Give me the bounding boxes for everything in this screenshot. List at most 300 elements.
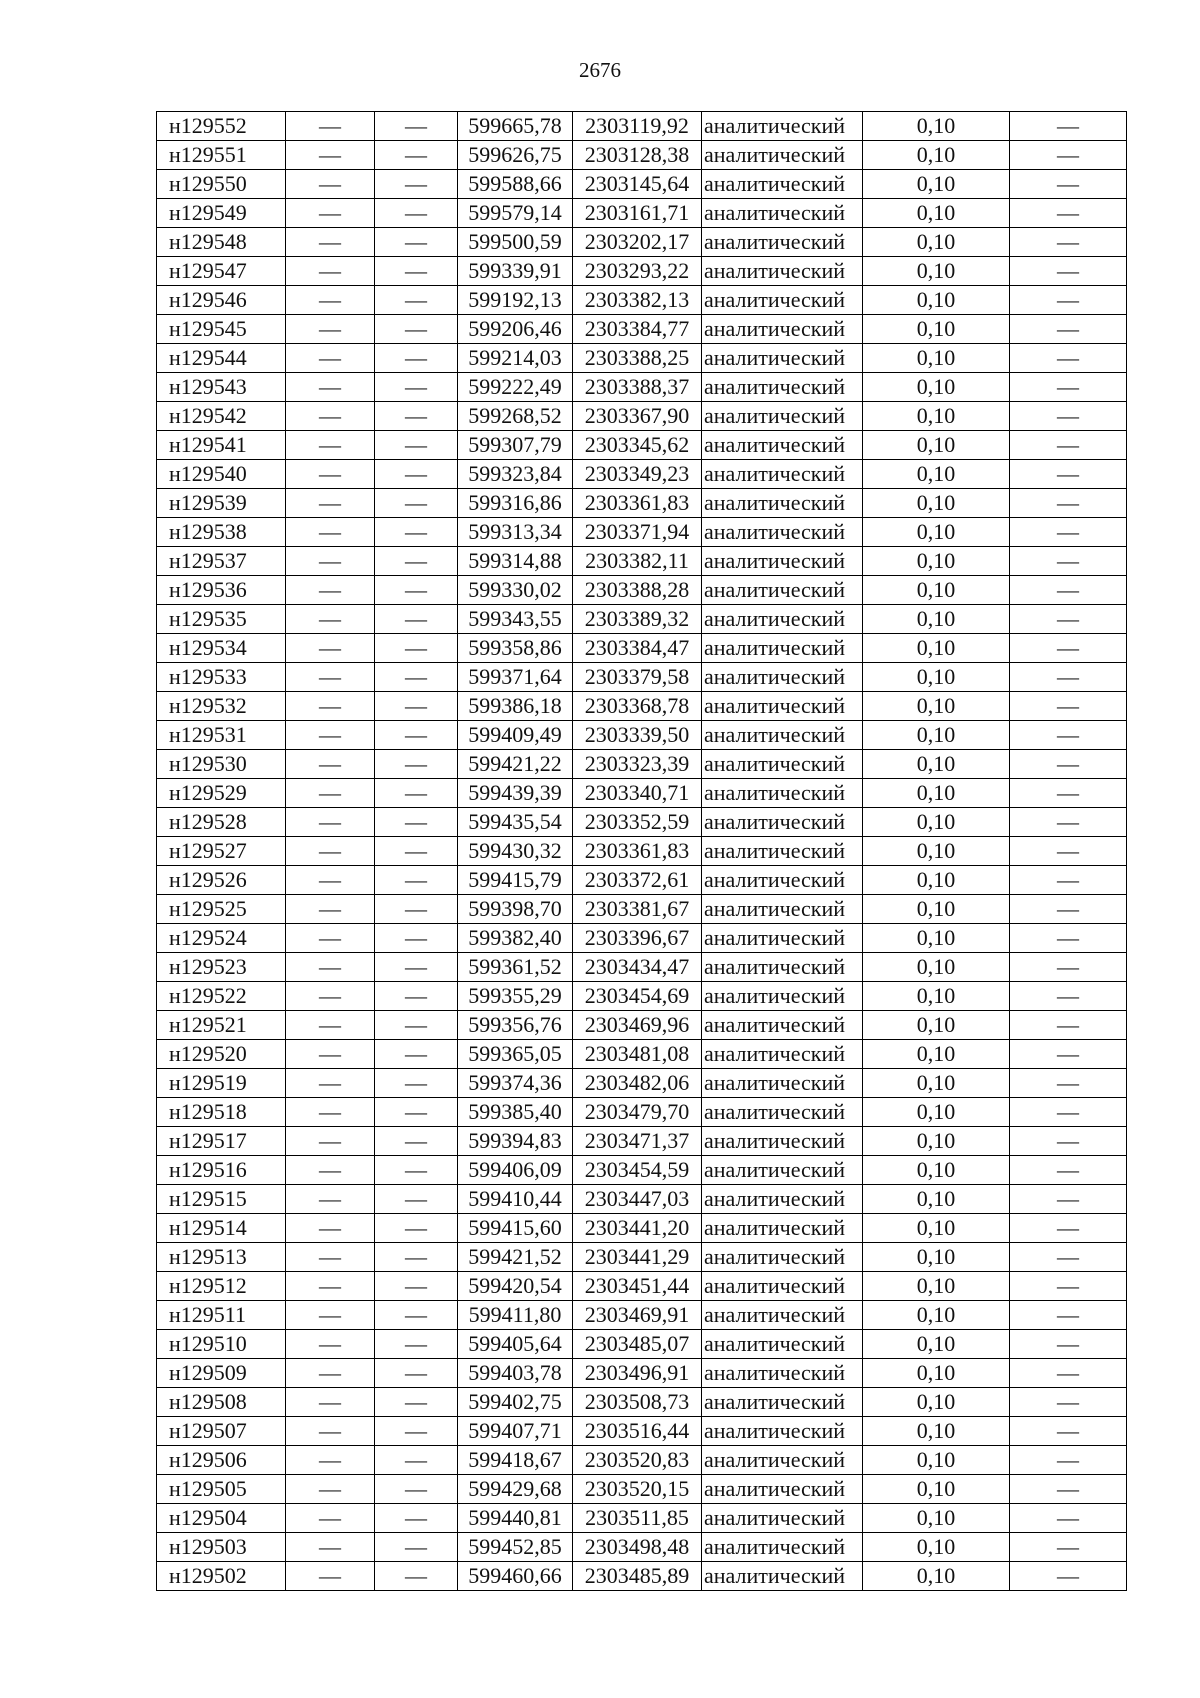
method-cell: аналитический [702,1214,863,1243]
y-coordinate-cell: 2303202,17 [573,228,702,257]
y-coordinate-cell: 2303352,59 [573,808,702,837]
y-coordinate-cell: 2303454,69 [573,982,702,1011]
dash-cell: — [375,576,458,605]
dash-cell: — [375,982,458,1011]
y-coordinate-cell: 2303379,58 [573,663,702,692]
method-cell: аналитический [702,576,863,605]
table-row [157,286,1127,315]
table-row [157,460,1127,489]
dash-cell: — [286,1011,375,1040]
accuracy-cell: 0,10 [863,257,1010,286]
dash-cell: — [375,1388,458,1417]
point-name-cell: н129547 [157,257,286,286]
dash-cell: — [375,663,458,692]
dash-cell: — [375,1533,458,1562]
dash-cell: — [1010,1098,1127,1127]
dash-cell: — [375,286,458,315]
dash-cell: — [375,1185,458,1214]
dash-cell: — [286,373,375,402]
method-cell: аналитический [702,692,863,721]
x-coordinate-cell: 599343,55 [458,605,573,634]
dash-cell: — [286,1330,375,1359]
accuracy-cell: 0,10 [863,1301,1010,1330]
table-row [157,953,1127,982]
dash-cell: — [286,663,375,692]
x-coordinate-cell: 599398,70 [458,895,573,924]
x-coordinate-cell: 599365,05 [458,1040,573,1069]
point-name-cell: н129530 [157,750,286,779]
point-name-cell: н129523 [157,953,286,982]
table-row [157,982,1127,1011]
accuracy-cell: 0,10 [863,1098,1010,1127]
x-coordinate-cell: 599374,36 [458,1069,573,1098]
dash-cell: — [375,750,458,779]
dash-cell: — [1010,924,1127,953]
point-name-cell: н129506 [157,1446,286,1475]
dash-cell: — [375,518,458,547]
point-name-cell: н129544 [157,344,286,373]
method-cell: аналитический [702,1359,863,1388]
method-cell: аналитический [702,1272,863,1301]
method-cell: аналитический [702,141,863,170]
point-name-cell: н129531 [157,721,286,750]
x-coordinate-cell: 599386,18 [458,692,573,721]
y-coordinate-cell: 2303454,59 [573,1156,702,1185]
dash-cell: — [1010,170,1127,199]
accuracy-cell: 0,10 [863,228,1010,257]
dash-cell: — [1010,1533,1127,1562]
y-coordinate-cell: 2303451,44 [573,1272,702,1301]
dash-cell: — [375,808,458,837]
dash-cell: — [1010,808,1127,837]
x-coordinate-cell: 599385,40 [458,1098,573,1127]
accuracy-cell: 0,10 [863,721,1010,750]
dash-cell: — [286,112,375,141]
accuracy-cell: 0,10 [863,170,1010,199]
method-cell: аналитический [702,953,863,982]
y-coordinate-cell: 2303389,32 [573,605,702,634]
dash-cell: — [286,634,375,663]
dash-cell: — [1010,460,1127,489]
dash-cell: — [375,315,458,344]
y-coordinate-cell: 2303339,50 [573,721,702,750]
y-coordinate-cell: 2303511,85 [573,1504,702,1533]
point-name-cell: н129535 [157,605,286,634]
dash-cell: — [375,1214,458,1243]
x-coordinate-cell: 599358,86 [458,634,573,663]
dash-cell: — [375,1475,458,1504]
y-coordinate-cell: 2303485,07 [573,1330,702,1359]
x-coordinate-cell: 599382,40 [458,924,573,953]
dash-cell: — [286,1417,375,1446]
y-coordinate-cell: 2303323,39 [573,750,702,779]
dash-cell: — [286,866,375,895]
dash-cell: — [1010,257,1127,286]
dash-cell: — [375,837,458,866]
dash-cell: — [375,1127,458,1156]
method-cell: аналитический [702,489,863,518]
y-coordinate-cell: 2303508,73 [573,1388,702,1417]
point-name-cell: н129545 [157,315,286,344]
table-row [157,895,1127,924]
table-row [157,1388,1127,1417]
accuracy-cell: 0,10 [863,1069,1010,1098]
y-coordinate-cell: 2303469,91 [573,1301,702,1330]
y-coordinate-cell: 2303371,94 [573,518,702,547]
point-name-cell: н129503 [157,1533,286,1562]
point-name-cell: н129527 [157,837,286,866]
method-cell: аналитический [702,837,863,866]
method-cell: аналитический [702,1069,863,1098]
dash-cell: — [286,489,375,518]
x-coordinate-cell: 599355,29 [458,982,573,1011]
accuracy-cell: 0,10 [863,1504,1010,1533]
accuracy-cell: 0,10 [863,1562,1010,1591]
dash-cell: — [286,431,375,460]
table-row [157,373,1127,402]
x-coordinate-cell: 599500,59 [458,228,573,257]
table-row [157,1156,1127,1185]
y-coordinate-cell: 2303498,48 [573,1533,702,1562]
method-cell: аналитический [702,1040,863,1069]
method-cell: аналитический [702,518,863,547]
dash-cell: — [375,605,458,634]
x-coordinate-cell: 599407,71 [458,1417,573,1446]
x-coordinate-cell: 599588,66 [458,170,573,199]
dash-cell: — [286,1475,375,1504]
x-coordinate-cell: 599394,83 [458,1127,573,1156]
dash-cell: — [286,1040,375,1069]
accuracy-cell: 0,10 [863,402,1010,431]
dash-cell: — [1010,1040,1127,1069]
method-cell: аналитический [702,402,863,431]
point-name-cell: н129550 [157,170,286,199]
table-row [157,1330,1127,1359]
dash-cell: — [1010,112,1127,141]
point-name-cell: н129539 [157,489,286,518]
y-coordinate-cell: 2303434,47 [573,953,702,982]
dash-cell: — [375,866,458,895]
accuracy-cell: 0,10 [863,1243,1010,1272]
method-cell: аналитический [702,112,863,141]
accuracy-cell: 0,10 [863,634,1010,663]
y-coordinate-cell: 2303367,90 [573,402,702,431]
accuracy-cell: 0,10 [863,1446,1010,1475]
accuracy-cell: 0,10 [863,837,1010,866]
table-row [157,1475,1127,1504]
x-coordinate-cell: 599421,22 [458,750,573,779]
accuracy-cell: 0,10 [863,518,1010,547]
method-cell: аналитический [702,315,863,344]
method-cell: аналитический [702,808,863,837]
method-cell: аналитический [702,750,863,779]
accuracy-cell: 0,10 [863,112,1010,141]
y-coordinate-cell: 2303388,25 [573,344,702,373]
x-coordinate-cell: 599411,80 [458,1301,573,1330]
point-name-cell: н129511 [157,1301,286,1330]
x-coordinate-cell: 599579,14 [458,199,573,228]
dash-cell: — [286,286,375,315]
x-coordinate-cell: 599626,75 [458,141,573,170]
table-row [157,663,1127,692]
dash-cell: — [286,605,375,634]
dash-cell: — [286,1069,375,1098]
dash-cell: — [286,460,375,489]
y-coordinate-cell: 2303128,38 [573,141,702,170]
dash-cell: — [1010,1156,1127,1185]
dash-cell: — [286,257,375,286]
method-cell: аналитический [702,199,863,228]
accuracy-cell: 0,10 [863,779,1010,808]
table-row [157,721,1127,750]
table-row [157,1243,1127,1272]
point-name-cell: н129522 [157,982,286,1011]
table-row [157,1069,1127,1098]
x-coordinate-cell: 599415,60 [458,1214,573,1243]
table-row [157,1127,1127,1156]
table-row [157,547,1127,576]
y-coordinate-cell: 2303447,03 [573,1185,702,1214]
method-cell: аналитический [702,982,863,1011]
table-row [157,141,1127,170]
accuracy-cell: 0,10 [863,924,1010,953]
dash-cell: — [1010,547,1127,576]
x-coordinate-cell: 599406,09 [458,1156,573,1185]
dash-cell: — [1010,1011,1127,1040]
y-coordinate-cell: 2303382,13 [573,286,702,315]
accuracy-cell: 0,10 [863,286,1010,315]
dash-cell: — [1010,344,1127,373]
accuracy-cell: 0,10 [863,199,1010,228]
dash-cell: — [375,1156,458,1185]
dash-cell: — [375,895,458,924]
x-coordinate-cell: 599421,52 [458,1243,573,1272]
point-name-cell: н129516 [157,1156,286,1185]
dash-cell: — [375,1330,458,1359]
point-name-cell: н129549 [157,199,286,228]
table-row [157,1504,1127,1533]
x-coordinate-cell: 599371,64 [458,663,573,692]
accuracy-cell: 0,10 [863,750,1010,779]
method-cell: аналитический [702,1533,863,1562]
method-cell: аналитический [702,1098,863,1127]
dash-cell: — [1010,1330,1127,1359]
x-coordinate-cell: 599410,44 [458,1185,573,1214]
point-name-cell: н129518 [157,1098,286,1127]
point-name-cell: н129528 [157,808,286,837]
dash-cell: — [286,1504,375,1533]
dash-cell: — [375,634,458,663]
dash-cell: — [286,1214,375,1243]
table-row [157,257,1127,286]
dash-cell: — [286,199,375,228]
accuracy-cell: 0,10 [863,576,1010,605]
dash-cell: — [1010,315,1127,344]
table-row [157,518,1127,547]
accuracy-cell: 0,10 [863,1127,1010,1156]
table-row [157,199,1127,228]
dash-cell: — [1010,199,1127,228]
dash-cell: — [286,1388,375,1417]
dash-cell: — [286,141,375,170]
dash-cell: — [286,344,375,373]
y-coordinate-cell: 2303384,77 [573,315,702,344]
table-row [157,489,1127,518]
y-coordinate-cell: 2303145,64 [573,170,702,199]
dash-cell: — [1010,663,1127,692]
dash-cell: — [1010,1214,1127,1243]
point-name-cell: н129512 [157,1272,286,1301]
y-coordinate-cell: 2303381,67 [573,895,702,924]
accuracy-cell: 0,10 [863,605,1010,634]
dash-cell: — [286,1127,375,1156]
x-coordinate-cell: 599356,76 [458,1011,573,1040]
method-cell: аналитический [702,1446,863,1475]
method-cell: аналитический [702,895,863,924]
dash-cell: — [286,1301,375,1330]
y-coordinate-cell: 2303384,47 [573,634,702,663]
y-coordinate-cell: 2303482,06 [573,1069,702,1098]
accuracy-cell: 0,10 [863,1388,1010,1417]
y-coordinate-cell: 2303293,22 [573,257,702,286]
dash-cell: — [1010,895,1127,924]
dash-cell: — [375,1301,458,1330]
y-coordinate-cell: 2303520,15 [573,1475,702,1504]
dash-cell: — [1010,286,1127,315]
accuracy-cell: 0,10 [863,1214,1010,1243]
dash-cell: — [286,837,375,866]
coordinates-table [156,111,1127,1591]
x-coordinate-cell: 599323,84 [458,460,573,489]
accuracy-cell: 0,10 [863,373,1010,402]
dash-cell: — [286,750,375,779]
dash-cell: — [1010,1185,1127,1214]
table-row [157,634,1127,663]
dash-cell: — [1010,721,1127,750]
dash-cell: — [1010,489,1127,518]
dash-cell: — [375,1069,458,1098]
dash-cell: — [1010,402,1127,431]
table-row [157,1417,1127,1446]
table-row [157,1533,1127,1562]
method-cell: аналитический [702,286,863,315]
method-cell: аналитический [702,1475,863,1504]
dash-cell: — [286,1359,375,1388]
method-cell: аналитический [702,1185,863,1214]
point-name-cell: н129536 [157,576,286,605]
dash-cell: — [375,257,458,286]
method-cell: аналитический [702,1417,863,1446]
dash-cell: — [375,721,458,750]
method-cell: аналитический [702,1011,863,1040]
x-coordinate-cell: 599460,66 [458,1562,573,1591]
accuracy-cell: 0,10 [863,1475,1010,1504]
table-row [157,1185,1127,1214]
point-name-cell: н129534 [157,634,286,663]
y-coordinate-cell: 2303340,71 [573,779,702,808]
dash-cell: — [1010,1272,1127,1301]
dash-cell: — [286,924,375,953]
point-name-cell: н129508 [157,1388,286,1417]
accuracy-cell: 0,10 [863,1185,1010,1214]
accuracy-cell: 0,10 [863,808,1010,837]
method-cell: аналитический [702,1301,863,1330]
y-coordinate-cell: 2303161,71 [573,199,702,228]
method-cell: аналитический [702,663,863,692]
point-name-cell: н129526 [157,866,286,895]
accuracy-cell: 0,10 [863,460,1010,489]
x-coordinate-cell: 599307,79 [458,431,573,460]
dash-cell: — [1010,576,1127,605]
dash-cell: — [1010,518,1127,547]
y-coordinate-cell: 2303479,70 [573,1098,702,1127]
dash-cell: — [1010,1359,1127,1388]
y-coordinate-cell: 2303382,11 [573,547,702,576]
x-coordinate-cell: 599439,39 [458,779,573,808]
dash-cell: — [375,228,458,257]
method-cell: аналитический [702,924,863,953]
dash-cell: — [286,895,375,924]
accuracy-cell: 0,10 [863,982,1010,1011]
dash-cell: — [286,1533,375,1562]
x-coordinate-cell: 599402,75 [458,1388,573,1417]
point-name-cell: н129541 [157,431,286,460]
x-coordinate-cell: 599440,81 [458,1504,573,1533]
dash-cell: — [1010,373,1127,402]
accuracy-cell: 0,10 [863,663,1010,692]
dash-cell: — [1010,1301,1127,1330]
dash-cell: — [1010,953,1127,982]
x-coordinate-cell: 599430,32 [458,837,573,866]
table-row [157,750,1127,779]
dash-cell: — [1010,634,1127,663]
accuracy-cell: 0,10 [863,1533,1010,1562]
point-name-cell: н129529 [157,779,286,808]
method-cell: аналитический [702,1504,863,1533]
y-coordinate-cell: 2303388,37 [573,373,702,402]
point-name-cell: н129552 [157,112,286,141]
point-name-cell: н129514 [157,1214,286,1243]
point-name-cell: н129519 [157,1069,286,1098]
dash-cell: — [375,1272,458,1301]
accuracy-cell: 0,10 [863,1330,1010,1359]
method-cell: аналитический [702,547,863,576]
dash-cell: — [375,1040,458,1069]
table-row [157,1359,1127,1388]
point-name-cell: н129540 [157,460,286,489]
table-row [157,808,1127,837]
point-name-cell: н129513 [157,1243,286,1272]
dash-cell: — [1010,750,1127,779]
dash-cell: — [286,1185,375,1214]
dash-cell: — [286,1243,375,1272]
dash-cell: — [1010,228,1127,257]
point-name-cell: н129510 [157,1330,286,1359]
table-row [157,1301,1127,1330]
method-cell: аналитический [702,866,863,895]
dash-cell: — [1010,141,1127,170]
table-row [157,315,1127,344]
dash-cell: — [286,518,375,547]
dash-cell: — [1010,692,1127,721]
y-coordinate-cell: 2303361,83 [573,489,702,518]
dash-cell: — [286,315,375,344]
table-row [157,344,1127,373]
dash-cell: — [375,924,458,953]
y-coordinate-cell: 2303471,37 [573,1127,702,1156]
dash-cell: — [375,112,458,141]
x-coordinate-cell: 599405,64 [458,1330,573,1359]
